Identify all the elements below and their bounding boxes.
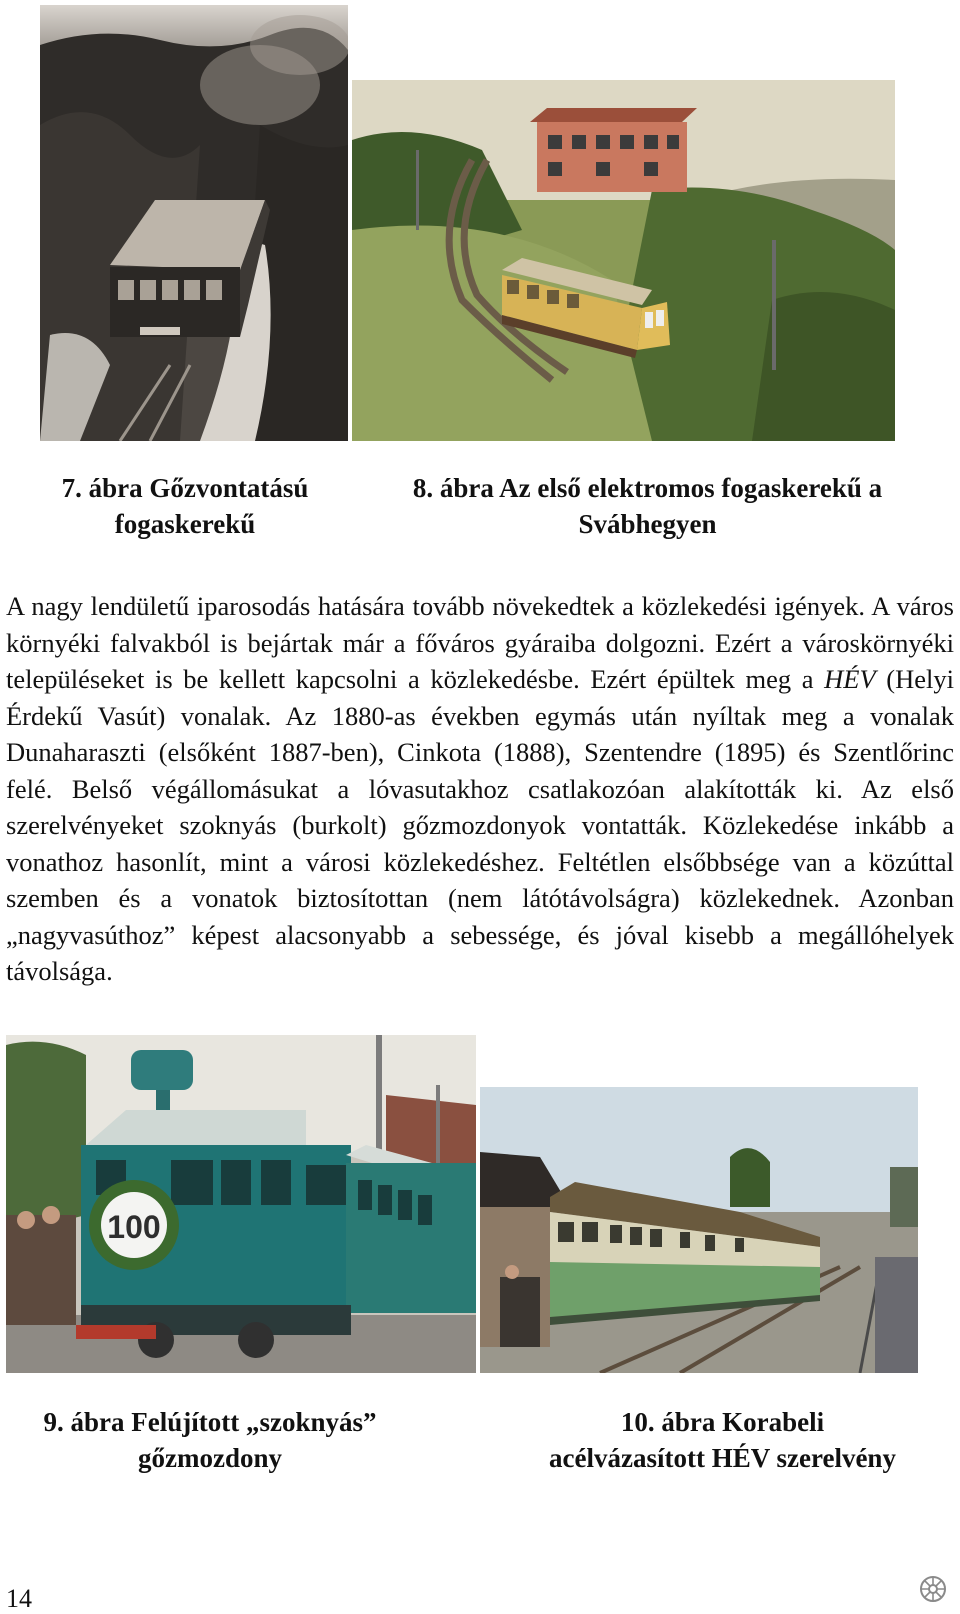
figure-10-caption-line2: acélvázasított HÉV szerelvény bbox=[549, 1443, 896, 1473]
figure-7-caption bbox=[30, 470, 340, 542]
figure-8-caption-line2: Svábhegyen bbox=[578, 509, 717, 539]
paragraph bbox=[6, 588, 954, 990]
figure-7-caption-line1: 7. ábra Gőzvontatású bbox=[61, 473, 309, 503]
figure-9-caption bbox=[10, 1404, 410, 1476]
figure-10-caption-line1: 10. ábra Korabeli bbox=[620, 1407, 825, 1437]
body-paragraph bbox=[6, 588, 954, 990]
figure-7-photo bbox=[40, 5, 348, 441]
figure-8-caption bbox=[355, 470, 940, 542]
ornament-icon bbox=[918, 1574, 948, 1604]
wreath-label: 100 bbox=[107, 1209, 161, 1245]
body-text-part1: A nagy lendületű iparosodás hatására tovább növekedtek a közlekedési igények. A város környéki falvakból is bejártak már a főváros gyáraiba dolgozni. Ezért a városkörnyéki településeket is be kellett kapcsolni a közlekedésbe. Ezért épültek meg a bbox=[6, 591, 954, 694]
hev-abbreviation: HÉV bbox=[824, 664, 876, 694]
body-text-part2: (Helyi Érdekű Vasút) vonalak. Az 1880-as években egymás után nyíltak meg a vonalak Dunaharaszti (elsőként 1887-ben), Cinkota (1888), Szentendre (1895) és Szentlőrinc felé. Belső végállomásukat a lóvasutakhoz csatlakozóan alakították ki. Az első szerelvényeket szoknyás (burkolt) gőzmozdonyok vontatták. Közlekedése inkább a vonathoz hasonlít, mint a városi közlekedéshez. Feltétlen elsőbbsége van a közúttal szemben és a vonatok biztosítottan (nem látótávolságra) közlekednek. Azonban „nagyvasúthoz” képest alacsonyabb a sebessége, és jóval kisebb a megállóhelyek távolsága. bbox=[6, 664, 955, 986]
figure-10-caption bbox=[505, 1404, 940, 1476]
figure-9-photo bbox=[6, 1035, 476, 1373]
figure-8-caption-line1: 8. ábra Az első elektromos fogaskerekű a bbox=[412, 473, 883, 503]
figure-8-photo bbox=[352, 80, 895, 441]
figure-7-caption-line2: fogaskerekű bbox=[114, 509, 256, 539]
figure-10-photo bbox=[480, 1087, 918, 1373]
page-number: 14 bbox=[6, 1584, 32, 1613]
figure-9-caption-line2: gőzmozdony bbox=[138, 1443, 282, 1473]
figure-9-caption-line1: 9. ábra Felújított „szoknyás” bbox=[43, 1407, 377, 1437]
